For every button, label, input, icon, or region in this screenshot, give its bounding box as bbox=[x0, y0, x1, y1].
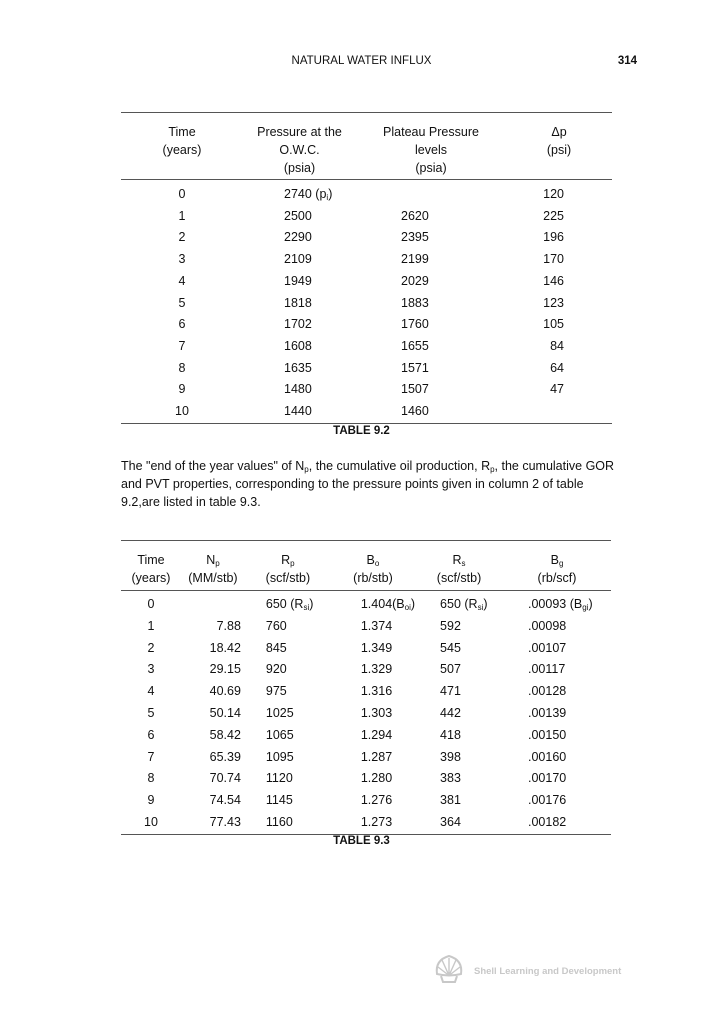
footer-branding bbox=[432, 952, 621, 991]
table-9-2 bbox=[121, 112, 612, 424]
table-row: 1 7.88 760 1.374 592 .00098 bbox=[147, 618, 567, 633]
col-header-np: $N_p$ (MM/stb) bbox=[181, 541, 245, 591]
body-paragraph: The "end of the year values" of $N_p$, the cumulative oil production, $R_p$, the cumulative GOR and PVT properties, corresponding to the pressure points given in column 2 of table 9.2,are listed in table 9.3. bbox=[121, 459, 615, 509]
table-row: 4 40.69 975 1.316 471 .00128 bbox=[147, 684, 567, 699]
table-row: 9 1480 1507 47 bbox=[178, 382, 564, 397]
table-caption: TABLE 9.3 bbox=[333, 835, 390, 847]
table-header-row bbox=[121, 113, 612, 180]
table-row: 8 70.74 1120 1.280 383 .00170 bbox=[147, 771, 567, 786]
table-row: 3 29.15 920 1.329 507 .00117 bbox=[147, 662, 566, 677]
table-row: 2 18.42 845 1.349 545 .00107 bbox=[147, 640, 567, 655]
shell-logo-icon bbox=[432, 952, 466, 991]
table-row: 7 65.39 1095 1.287 398 .00160 bbox=[147, 749, 567, 764]
footer-text: Shell Learning and Development bbox=[474, 966, 622, 977]
table-header-row bbox=[121, 541, 611, 591]
table-row: 7 1608 1655 84 bbox=[178, 338, 564, 353]
col-header-bg: $B_g$ (rb/scf) bbox=[503, 541, 611, 591]
table-row: 6 1702 1760 105 bbox=[178, 317, 564, 332]
col-header-rp: $R_p$ (scf/stb) bbox=[245, 541, 331, 591]
col-header-time: Time (years) bbox=[121, 541, 181, 591]
table-caption: TABLE 9.2 bbox=[333, 425, 390, 437]
table-row: 1 2500 2620 225 bbox=[178, 208, 564, 223]
table-row: 2 2290 2395 196 bbox=[178, 230, 564, 245]
page-number: 314 bbox=[617, 55, 637, 67]
col-header-pressure-owc: Pressure at the O.W.C. (psia) bbox=[243, 113, 356, 180]
table-9-3 bbox=[121, 540, 611, 835]
table-row: 5 1818 1883 123 bbox=[178, 295, 564, 310]
col-header-plateau-pressure: Plateau Pressure levels (psia) bbox=[356, 113, 506, 180]
col-header-delta-p: Δp (psi) bbox=[506, 113, 612, 180]
table-row: 0 650 $(R_{si})$ $1.404(B_{oi})$ 650 $(R_{si})$ .00093 $(B_{gi})$ bbox=[147, 597, 593, 612]
table-row: 6 58.42 1065 1.294 418 .00150 bbox=[147, 727, 567, 742]
col-header-rs: $R_s$ (scf/stb) bbox=[415, 541, 503, 591]
table-row: 4 1949 2029 146 bbox=[178, 273, 564, 288]
table-row: 10 1440 1460 bbox=[175, 404, 429, 419]
table-row: 0 2740 $(p_i)$ 120 bbox=[178, 187, 564, 202]
col-header-time: Time (years) bbox=[121, 113, 243, 180]
table-row: 3 2109 2199 170 bbox=[178, 252, 564, 267]
running-header-title: NATURAL WATER INFLUX bbox=[291, 55, 432, 67]
table-row: 10 77.43 1160 1.273 364 .00182 bbox=[144, 814, 567, 829]
table-row: 5 50.14 1025 1.303 442 .00139 bbox=[147, 705, 567, 720]
table-row: 8 1635 1571 64 bbox=[178, 360, 564, 375]
col-header-bo: $B_o$ (rb/stb) bbox=[331, 541, 415, 591]
table-row: 9 74.54 1145 1.276 381 .00176 bbox=[147, 793, 567, 808]
